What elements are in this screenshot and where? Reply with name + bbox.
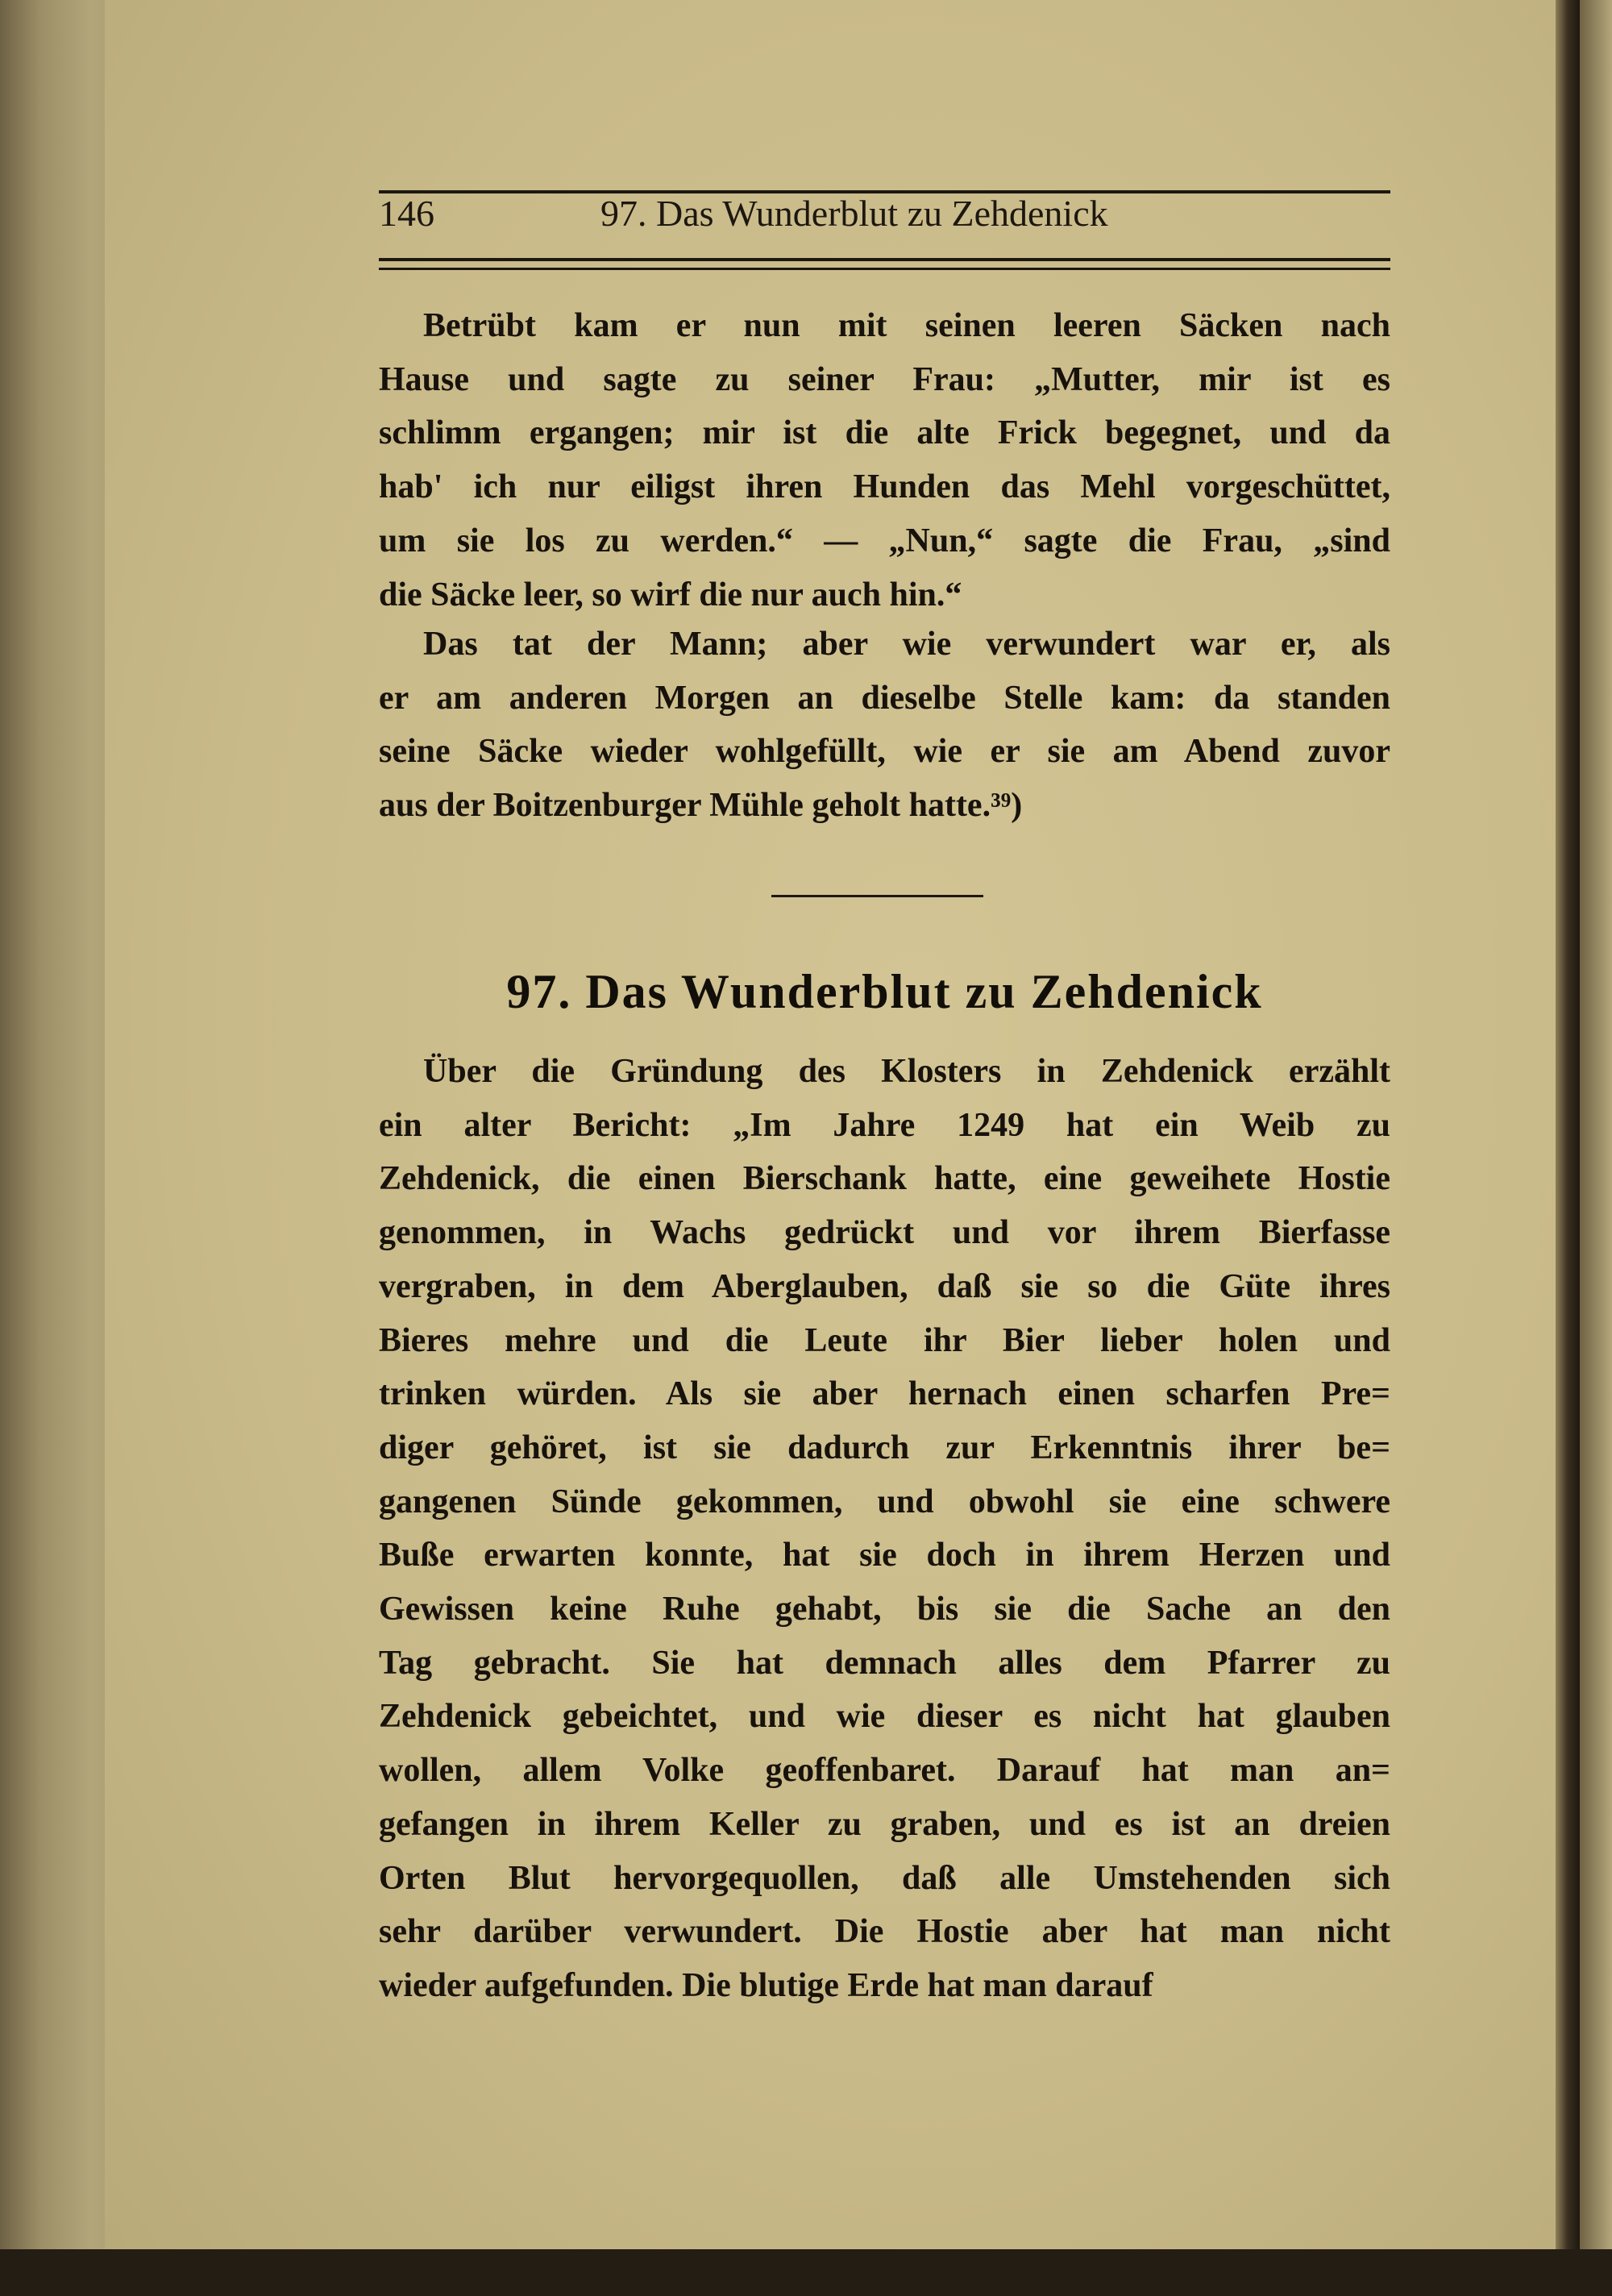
text-line: Bieres mehre und die Leute ihr Bier lieber holen und (379, 1321, 1390, 1359)
text-line: um sie los zu werden.“ — „Nun,“ sagte die Frau, „sind (379, 522, 1390, 559)
text-line: er am anderen Morgen an dieselbe Stelle kam: da standen (379, 679, 1390, 717)
text-line: wieder aufgefunden. Die blutige Erde hat man darauf (379, 1966, 1153, 2004)
text-line: sehr darüber verwundert. Die Hostie aber hat man nicht (379, 1913, 1390, 1951)
page-number: 146 (379, 193, 434, 234)
text-line: Hause und sagte zu seiner Frau: „Mutter, mir ist es (379, 360, 1390, 398)
text-line: trinken würden. Als sie aber hernach einen scharfen Pre= (379, 1375, 1390, 1413)
text-line: Betrübt kam er nun mit seinen leeren Säcken nach (423, 307, 1390, 344)
text-line: die Säcke leer, so wirf die nur auch hin.“ (379, 576, 962, 614)
text-line: diger gehöret, ist sie dadurch zur Erkenntnis ihrer be= (379, 1429, 1390, 1466)
text-line: Orten Blut hervorgequollen, daß alle Umstehenden sich (379, 1859, 1390, 1897)
text-line: wollen, allem Volke geoffenbaret. Darauf hat man an= (379, 1752, 1390, 1790)
text-line: Das tat der Mann; aber wie verwundert war er, als (423, 626, 1390, 663)
running-title: 97. Das Wunderblut zu Zehdenick (600, 193, 1108, 234)
text-line: Über die Gründung des Klosters in Zehdenick erzählt (423, 1053, 1390, 1090)
header-double-rule-2 (379, 268, 1390, 270)
text-line: Buße erwarten konnte, hat sie doch in ihrem Herzen und (379, 1537, 1390, 1574)
facing-page-edge (1580, 0, 1612, 2249)
scan-background (0, 2249, 1612, 2296)
text-line: aus der Boitzenburger Mühle geholt hatte.³⁹) (379, 787, 1023, 825)
text-line: seine Säcke wieder wohlgefüllt, wie er sie am Abend zuvor (379, 733, 1390, 771)
text-line: gangenen Sünde gekommen, und obwohl sie eine schwere (379, 1483, 1390, 1520)
text-line: Tag gebracht. Sie hat demnach alles dem Pfarrer zu (379, 1644, 1390, 1682)
text-line: Gewissen keine Ruhe gehabt, bis sie die Sache an den (379, 1591, 1390, 1628)
text-line: Zehdenick, die einen Bierschank hatte, eine geweihete Hostie (379, 1160, 1390, 1198)
text-line: genommen, in Wachs gedrückt und vor ihrem Bierfasse (379, 1214, 1390, 1252)
section-separator (771, 895, 983, 897)
text-line: ein alter Bericht: „Im Jahre 1249 hat ein Weib zu (379, 1106, 1390, 1144)
text-line: hab' ich nur eiligst ihren Hunden das Mehl vorgeschüttet, (379, 468, 1390, 506)
book-gutter (1556, 0, 1580, 2249)
text-line: Zehdenick gebeichtet, und wie dieser es nicht hat glauben (379, 1698, 1390, 1736)
text-line: vergraben, in dem Aberglauben, daß sie so die Güte ihres (379, 1267, 1390, 1305)
header-double-rule-1 (379, 258, 1390, 261)
text-line: schlimm ergangen; mir ist die alte Frick begegnet, und da (379, 414, 1390, 452)
text-line: gefangen in ihrem Keller zu graben, und es ist an dreien (379, 1805, 1390, 1843)
section-heading: 97. Das Wunderblut zu Zehdenick (506, 965, 1263, 1018)
